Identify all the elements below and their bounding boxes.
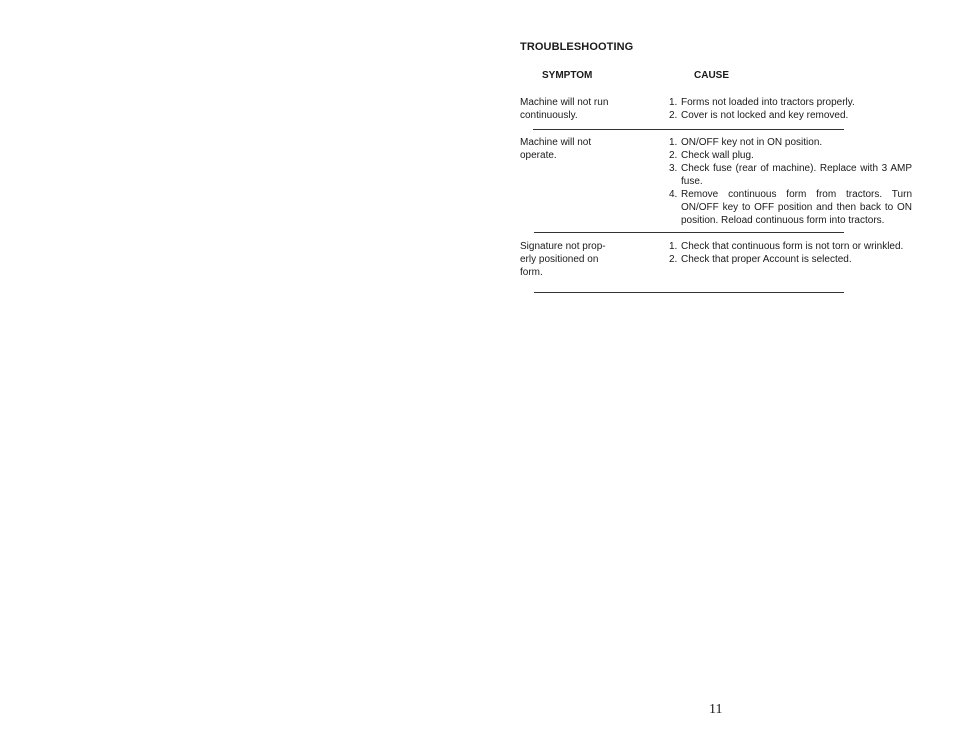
page-number: 11 bbox=[709, 702, 723, 717]
cause-item bbox=[669, 136, 912, 149]
symptom-text: Machine will not run continuously. bbox=[520, 97, 609, 121]
cause-list bbox=[669, 240, 912, 266]
page-title: TROUBLESHOOTING bbox=[520, 41, 634, 53]
cause-item bbox=[669, 109, 912, 122]
cause-text: Check that continuous form is not torn or wrinkled. bbox=[681, 241, 904, 252]
cause-text: Check wall plug. bbox=[681, 150, 754, 161]
cause-text: ON/OFF key not in ON position. bbox=[681, 137, 823, 148]
symptom-text: Signature not prop- erly positioned on form. bbox=[520, 241, 606, 278]
row-divider bbox=[534, 292, 844, 293]
cause-text: Remove continuous form from tractors. Turn ON/OFF key to OFF position and then back to ON position. Reload continuous form into tractors. bbox=[681, 189, 912, 226]
cause-number: 4. bbox=[669, 189, 678, 200]
cause-number: 1. bbox=[669, 137, 678, 148]
cause-text: Check fuse (rear of machine). Replace with 3 AMP fuse. bbox=[681, 163, 912, 187]
cause-number: 3. bbox=[669, 163, 678, 174]
cause-item bbox=[669, 253, 912, 266]
cause-list bbox=[669, 136, 912, 227]
row-divider bbox=[533, 129, 844, 130]
cause-number: 2. bbox=[669, 150, 678, 161]
cause-text: Check that proper Account is selected. bbox=[681, 254, 852, 265]
row-divider bbox=[534, 232, 844, 233]
cause-list bbox=[669, 96, 912, 122]
column-header-symptom: SYMPTOM bbox=[542, 70, 593, 81]
cause-item bbox=[669, 162, 912, 188]
cause-item bbox=[669, 96, 912, 109]
cause-text: Forms not loaded into tractors properly. bbox=[681, 97, 855, 108]
cause-number: 1. bbox=[669, 97, 678, 108]
cause-item bbox=[669, 240, 912, 253]
symptom-text: Machine will not operate. bbox=[520, 137, 592, 161]
column-header-cause: CAUSE bbox=[694, 70, 730, 81]
cause-number: 1. bbox=[669, 241, 678, 252]
cause-text: Cover is not locked and key removed. bbox=[681, 110, 849, 121]
cause-item bbox=[669, 188, 912, 227]
cause-number: 2. bbox=[669, 110, 678, 121]
cause-item bbox=[669, 149, 912, 162]
cause-number: 2. bbox=[669, 254, 678, 265]
